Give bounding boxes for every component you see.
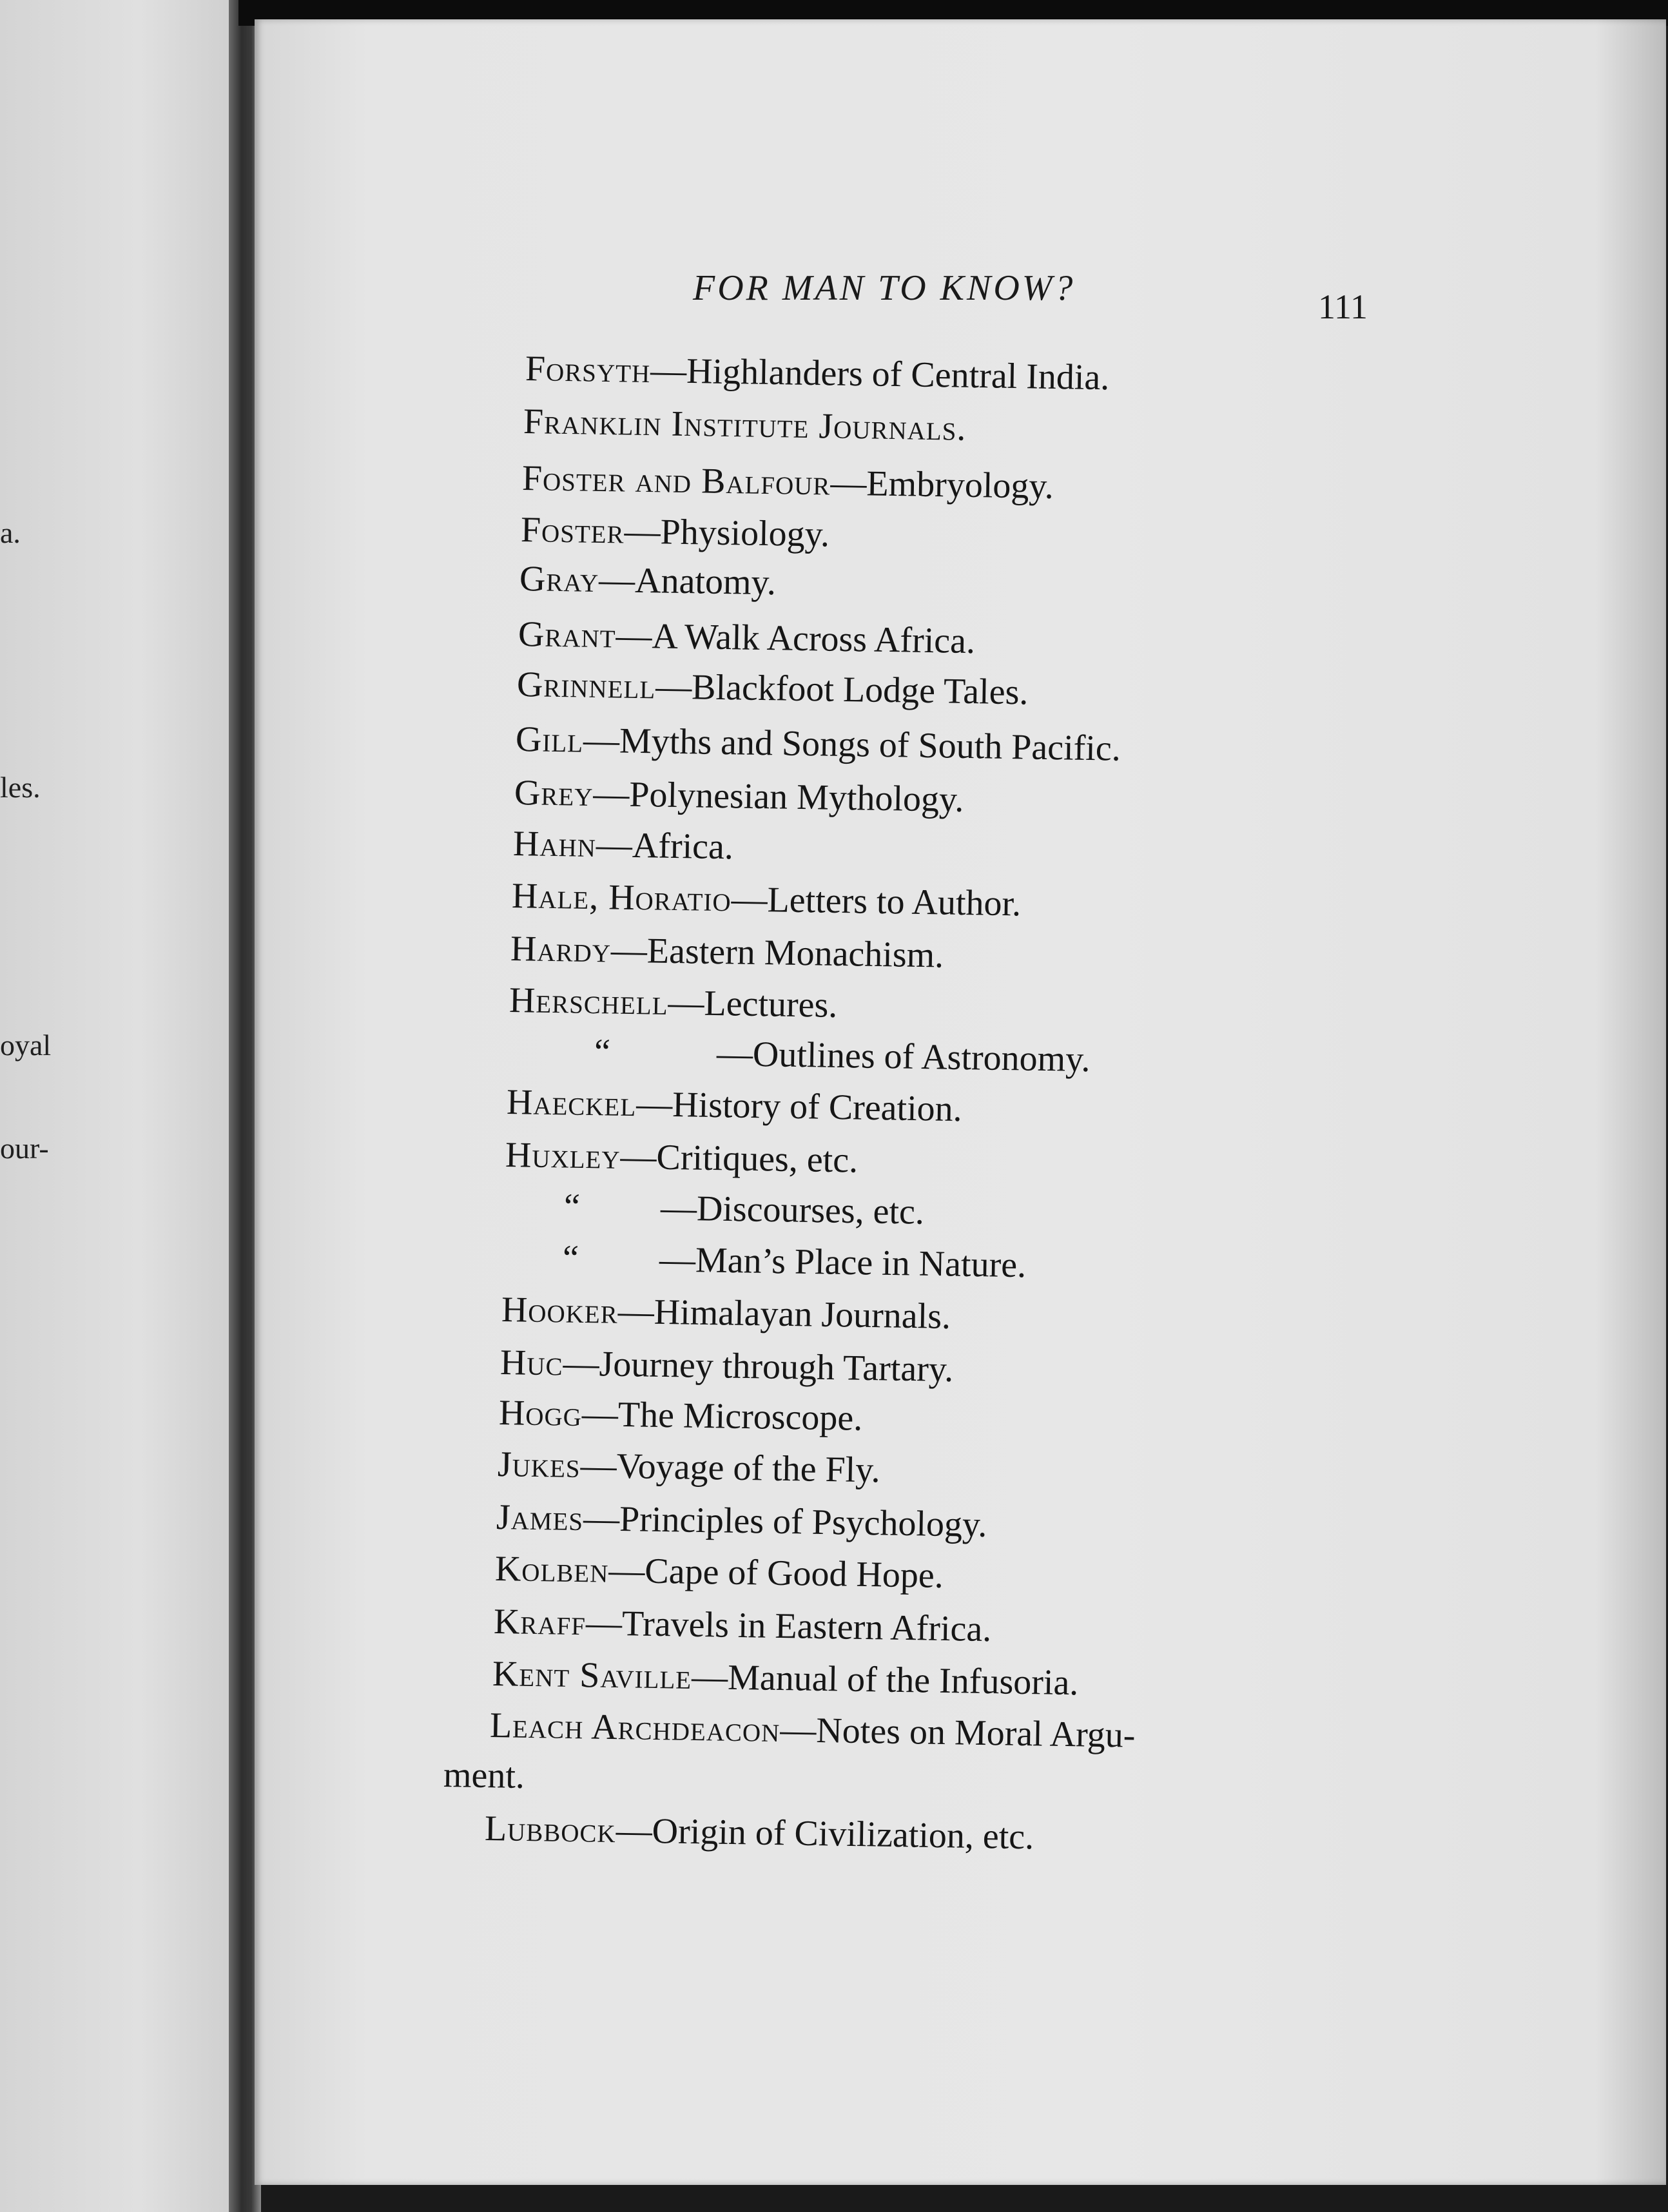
entry-title: —Outlines of Astronomy. [716, 1033, 1091, 1080]
entry-title: —Africa. [596, 825, 734, 868]
bibliography-entry [494, 1548, 944, 1596]
left-facing-page [0, 0, 232, 2212]
bibliography-entry [509, 980, 837, 1026]
entry-title: —Notes on Moral Argu- [779, 1710, 1136, 1756]
entry-author: Kolben [494, 1549, 609, 1591]
entry-author: Hooker [501, 1290, 619, 1332]
bibliography-entry [519, 558, 776, 603]
entry-title: —A Walk Across Africa. [616, 616, 976, 662]
entry-author: Franklin Institute Journals. [523, 402, 967, 449]
entry-author: Gill [515, 719, 584, 761]
bibliography-entry [501, 1289, 951, 1337]
bibliography-entry [505, 1134, 858, 1181]
entry-title: ment. [443, 1755, 525, 1796]
bibliography-entry [521, 458, 1054, 507]
entry-title: —The Microscope. [581, 1394, 863, 1439]
bibliography-entry [518, 614, 975, 662]
bibliography-entry [562, 1237, 1026, 1286]
entry-author: Grey [514, 773, 594, 814]
ditto-mark: “ [594, 1032, 612, 1072]
entry-author: Gray [519, 559, 599, 600]
entry-author: Foster and Balfour [521, 458, 831, 503]
ditto-mark: “ [562, 1238, 580, 1279]
running-head: FOR MAN TO KNOW? [693, 268, 1076, 308]
entry-author: Jukes [497, 1444, 581, 1486]
entry-author: Foster [520, 510, 625, 552]
bibliography-entry [496, 1497, 987, 1546]
bibliography-entry [512, 823, 733, 868]
bibliography-entry [484, 1808, 1034, 1858]
entry-title: —Discourses, etc. [660, 1188, 925, 1232]
entry-title: —Manual of the Infusoria. [691, 1656, 1079, 1703]
entry-author: Huc [499, 1343, 564, 1384]
entry-title: —Voyage of the Fly. [580, 1446, 881, 1491]
entry-title: —Himalayan Journals. [617, 1291, 951, 1337]
entry-author: Leach Archdeacon [489, 1705, 781, 1751]
bibliography-entry [498, 1392, 862, 1439]
left-page-fragment: a. [0, 516, 21, 549]
bibliography-entry [499, 1342, 953, 1390]
entry-title: —Embryology. [829, 463, 1054, 507]
entry-author: Hogg [498, 1393, 583, 1435]
entry-title: —Journey through Tartary. [563, 1343, 954, 1390]
entry-title: —Letters to Author. [731, 879, 1022, 924]
ditto-mark: “ [563, 1187, 581, 1227]
bibliography-entry [516, 664, 1028, 713]
entry-author: Huxley [505, 1135, 621, 1177]
entry-title: —Myths and Songs of South Pacific. [583, 720, 1121, 769]
bibliography-entry [497, 1444, 880, 1491]
entry-author: James [496, 1497, 584, 1539]
entry-title: —Man’s Place in Nature. [659, 1239, 1027, 1286]
entry-title: —Origin of Civilization, etc. [616, 1810, 1034, 1858]
bibliography-entry [493, 1601, 991, 1650]
entry-title: —Blackfoot Lodge Tales. [655, 666, 1029, 713]
entry-author: Forsyth [525, 349, 651, 391]
entry-title: —Polynesian Mythology. [592, 773, 964, 820]
entry-author: Haeckel [506, 1082, 637, 1125]
entry-author: Herschell [509, 980, 669, 1023]
bibliography-entry [506, 1082, 962, 1130]
entry-author: Kent Saville [492, 1654, 692, 1697]
entry-title: —Physiology. [624, 511, 830, 555]
entry-author: Grinnell [516, 665, 656, 707]
bibliography-entry [523, 401, 966, 449]
bibliography-entry [514, 772, 964, 820]
entry-title: —Critiques, etc. [620, 1136, 858, 1181]
entry-author: Lubbock [484, 1809, 617, 1851]
entry-title: —Cape of Good Hope. [608, 1550, 944, 1596]
entry-title: —Highlanders of Central India. [650, 351, 1110, 398]
left-page-fragment: our- [0, 1132, 49, 1165]
left-page-fragment: les. [0, 771, 41, 804]
entry-title: —History of Creation. [635, 1084, 963, 1130]
entry-author: Hahn [512, 824, 597, 866]
entry-title: —Lectures. [668, 982, 838, 1025]
entry-author: Hardy [510, 929, 612, 971]
bibliography-entry [520, 509, 829, 556]
entry-author: Hale, Horatio [511, 876, 732, 920]
entry-title: —Principles of Psychology. [583, 1499, 987, 1545]
bibliography-entry [510, 928, 944, 976]
entry-title: —Travels in Eastern Africa. [585, 1603, 992, 1650]
bibliography-entry [511, 875, 1021, 924]
bibliography-entry [594, 1031, 1091, 1080]
entry-author: Grant [518, 614, 617, 656]
entry-title: —Eastern Monachism. [610, 930, 944, 976]
entry-title: —Anatomy. [598, 559, 777, 603]
entry-author: Kraff [493, 1602, 587, 1644]
page-number: 111 [1318, 287, 1368, 326]
bibliography-entry-continuation [443, 1754, 525, 1797]
left-page-fragment: oyal [0, 1029, 52, 1062]
bibliography-entry [563, 1186, 924, 1233]
